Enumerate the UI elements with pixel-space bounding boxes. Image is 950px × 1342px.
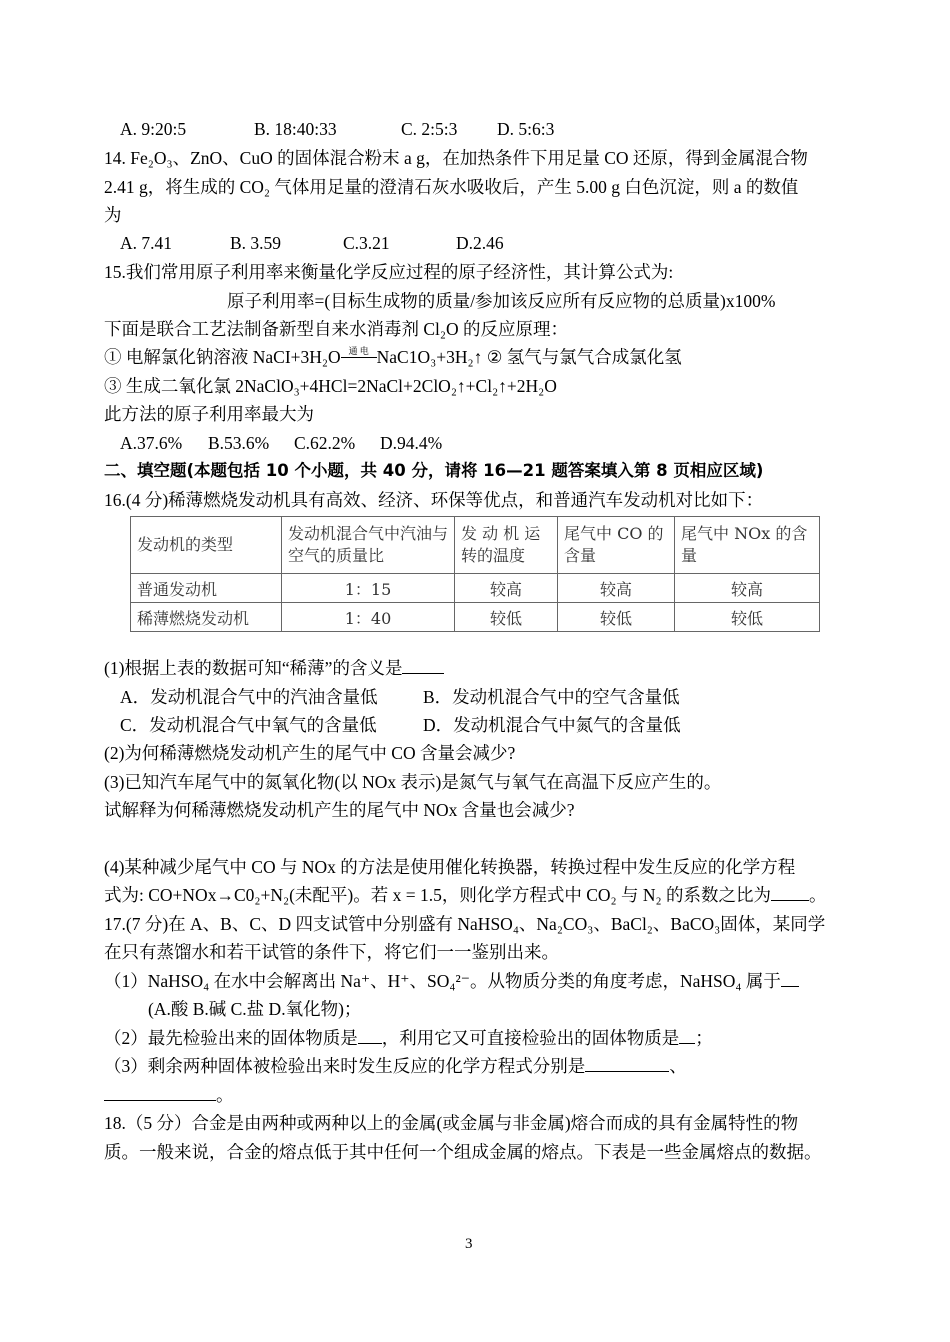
reaction-condition-arrow — [341, 346, 377, 368]
q17-intro-1: 17.(7 分)在 A、B、C、D 四支试管中分别盛有 NaHSO₄、Na₂CO₃、BaCl₂、BaCO₃固体，某同学 — [104, 914, 826, 934]
q16-intro: 16.(4 分)稀薄燃烧发动机具有高效、经济、环保等优点，和普通汽车发动机对比如下： — [104, 490, 764, 510]
table-row — [131, 574, 820, 603]
q15-step1-right: NaC1O₃+3H₂↑ ② 氢气与氯气合成氯化氢 — [376, 347, 682, 367]
q13-option-b: B. 18:40:33 — [254, 119, 337, 139]
answer-blank[interactable] — [358, 1027, 382, 1044]
q17-part3-end: 。 — [216, 1085, 234, 1105]
q16-part-1 — [104, 657, 444, 679]
q15-text-1: 15.我们常用原子利用率来衡量化学反应过程的原子经济性，其计算公式为: — [104, 262, 674, 282]
q15-text-3: 此方法的原子利用率最大为 — [104, 404, 314, 424]
q15-option-d: D.94.4% — [380, 433, 443, 453]
q15-step-1 — [104, 346, 682, 368]
section-2-heading: 二、填空题(本题包括 10 个小题，共 40 分，请将 16—21 题答案填入第 8 页相应区域) — [104, 461, 764, 480]
q16-part-4a: (4)某种减少尾气中 CO 与 NOx 的方法是使用催化转换器，转换过程中发生反应的化学方程 — [104, 857, 796, 877]
table-header-cell: 发动机混合气中汽油与空气的质量比 — [282, 517, 455, 574]
q15-options — [120, 432, 442, 454]
table-row — [131, 603, 820, 632]
q17-part-1 — [104, 970, 799, 992]
answer-blank[interactable] — [771, 884, 809, 901]
answer-blank[interactable] — [781, 970, 799, 987]
table-header-cell: 尾气中 CO 的含量 — [558, 517, 675, 574]
table-cell: 较高 — [455, 574, 558, 603]
q13-options — [120, 118, 554, 140]
q16-part-3a: (3)已知汽车尾气中的氮氧化物(以 NOx 表示)是氮气与氧气在高温下反应产生的。 — [104, 772, 722, 792]
q16-option-a: A．发动机混合气中的汽油含量低 — [120, 687, 378, 707]
q15-option-b: B.53.6% — [208, 433, 270, 453]
q17-part2-text-a: （2）最先检验出来的固体物质是 — [104, 1028, 358, 1048]
q16-part-2: (2)为何稀薄燃烧发动机产生的尾气中 CO 含量会减少? — [104, 743, 516, 763]
table-cell: 较高 — [558, 574, 675, 603]
table-cell: 稀薄燃烧发动机 — [131, 603, 282, 632]
table-header-cell: 尾气中 NOx 的含量 — [675, 517, 820, 574]
q18-line-2: 质。一般来说，合金的熔点低于其中任何一个组成金属的熔点。下表是一些金属熔点的数据。 — [104, 1142, 822, 1162]
q16-part-4b — [104, 884, 827, 906]
q13-option-d: D. 5:6:3 — [497, 119, 555, 139]
table-cell: 较低 — [558, 603, 675, 632]
q13-option-a: A. 9:20:5 — [120, 119, 187, 139]
q14-option-d: D.2.46 — [456, 233, 504, 253]
table-header-row — [131, 517, 820, 574]
answer-blank[interactable] — [402, 657, 444, 674]
q14-text-2: 2.41 g，将生成的 CO₂ 气体用足量的澄清石灰水吸收后，产生 5.00 g 白色沉淀，则 a 的数值 — [104, 177, 799, 197]
q14-options — [120, 232, 504, 254]
q17-intro-2: 在只有蒸馏水和若干试管的条件下，将它们一一鉴别出来。 — [104, 942, 559, 962]
q14-text-1: 14. Fe₂O₃、ZnO、CuO 的固体混合粉末 a g，在加热条件下用足量 CO 还原，得到金属混合物 — [104, 148, 808, 168]
q15-option-a: A.37.6% — [120, 433, 183, 453]
reaction-condition-label: 通 电 — [348, 346, 369, 356]
q16-option-b: B．发动机混合气中的空气含量低 — [423, 687, 680, 707]
q18-line-1: 18.（5 分）合金是由两种或两种以上的金属(或金属与非金属)熔合而成的具有金属特性的物 — [104, 1113, 799, 1133]
q16-part1-options-ab — [120, 686, 680, 708]
table-cell: 1：40 — [282, 603, 455, 632]
table-header-cell: 发动机的类型 — [131, 517, 282, 574]
answer-blank[interactable] — [585, 1055, 669, 1072]
q17-part3-text: （3）剩余两种固体被检验出来时发生反应的化学方程式分别是 — [104, 1056, 586, 1076]
q16-part-3b: 试解释为何稀薄燃烧发动机产生的尾气中 NOx 含量也会减少? — [104, 800, 575, 820]
q16-option-c: C．发动机混合气中氧气的含量低 — [120, 715, 377, 735]
q15-text-2: 下面是联合工艺法制备新型自来水消毒剂 Cl₂O 的反应原理： — [104, 319, 569, 339]
table-cell: 较低 — [675, 603, 820, 632]
q17-part1-text: （1）NaHSO₄ 在水中会解离出 Na⁺、H⁺、SO₄²⁻。从物质分类的角度考虑，NaHSO₄ 属于 — [104, 971, 781, 991]
q14-option-b: B. 3.59 — [230, 233, 282, 253]
q16-part1-text: (1)根据上表的数据可知“稀薄”的含义是 — [104, 658, 403, 678]
q14-option-c: C.3.21 — [343, 233, 390, 253]
q16-part4b-text: 式为: CO+NOx→C0₂+N₂(未配平)。若 x = 1.5，则化学方程式中 CO₂ 与 N₂ 的系数之比为 — [104, 885, 771, 905]
q16-part4b-end: 。 — [809, 885, 827, 905]
q16-part1-options-cd — [120, 714, 681, 736]
q17-part2-text-c: ； — [695, 1028, 713, 1048]
q15-option-c: C.62.2% — [294, 433, 356, 453]
q15-formula: 原子利用率=(目标生成物的质量/参加该反应所有反应物的总质量)x100% — [227, 291, 776, 311]
q14-text-3: 为 — [104, 205, 122, 225]
answer-blank[interactable] — [679, 1027, 695, 1044]
q17-part3-separator: 、 — [669, 1056, 687, 1076]
q14-option-a: A. 7.41 — [120, 233, 173, 253]
q17-part1-options: (A.酸 B.碱 C.盐 D.氧化物)； — [148, 999, 362, 1019]
table-cell: 1：15 — [282, 574, 455, 603]
q15-step-3: ③ 生成二氧化氯 2NaClO₃+4HCl=2NaCl+2ClO₂↑+Cl₂↑+2H₂O — [104, 376, 557, 396]
engine-comparison-table — [130, 516, 820, 632]
answer-blank[interactable] — [104, 1084, 216, 1101]
table-header-cell: 发 动 机 运转的温度 — [455, 517, 558, 574]
q17-part-3 — [104, 1055, 687, 1077]
q15-step1-left: ① 电解氯化钠溶液 NaCI+3H₂O — [104, 347, 341, 367]
table-cell: 较高 — [675, 574, 820, 603]
q17-part-3-continued — [104, 1084, 234, 1106]
q17-part-2 — [104, 1027, 713, 1049]
q17-part2-text-b: ，利用它又可直接检验出的固体物质是 — [381, 1028, 680, 1048]
table-cell: 普通发动机 — [131, 574, 282, 603]
q13-option-c: C. 2:5:3 — [401, 119, 458, 139]
q16-option-d: D．发动机混合气中氮气的含量低 — [423, 715, 681, 735]
page-number: 3 — [465, 1236, 473, 1252]
table-cell: 较低 — [455, 603, 558, 632]
